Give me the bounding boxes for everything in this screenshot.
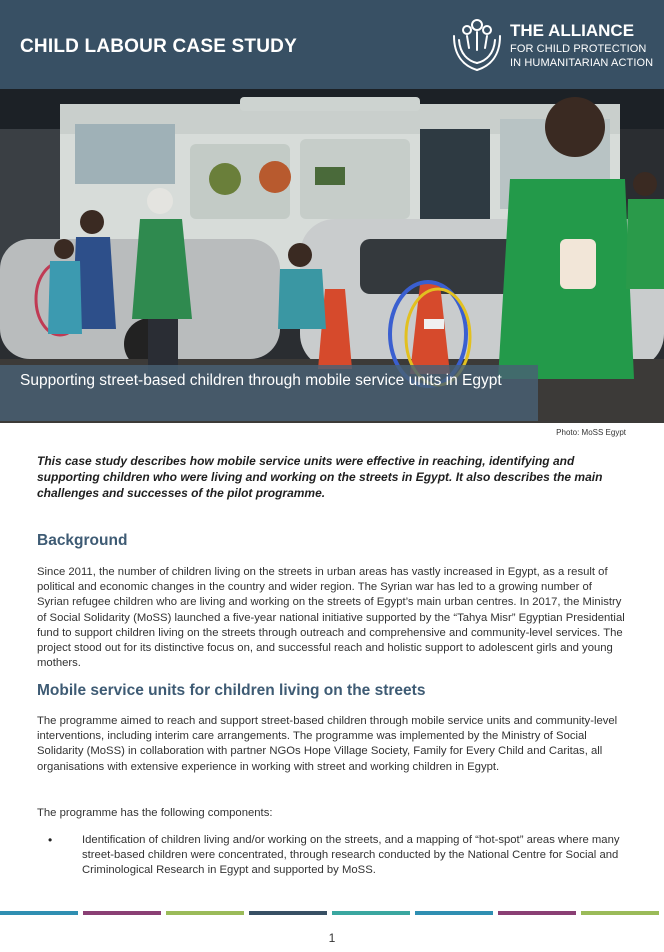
- footer-stripe: [332, 911, 410, 915]
- footer-stripe: [166, 911, 244, 915]
- components-intro: The programme has the following components:: [37, 807, 273, 819]
- photo-credit: Photo: MoSS Egypt: [556, 428, 626, 437]
- footer-stripe: [83, 911, 161, 915]
- hero-caption: Supporting street-based children through mobile service units in Egypt: [0, 365, 538, 421]
- mobile-units-paragraph: The programme aimed to reach and support street-based children through mobile service units and community-level interventions, including interim care arrangements. The programme was implemented by the Ministry of Social Solidarity (MoSS) in collaboration with partner NGOs Hope Village Society, Family for Every Child and Caritas, all organisations with extensive experience in working with street and working children in Egypt.: [37, 715, 618, 773]
- footer-stripe: [581, 911, 659, 915]
- bullet-icon: •: [48, 833, 53, 847]
- page-number: 1: [328, 931, 336, 945]
- footer-stripe: [0, 911, 78, 915]
- footer-stripe: [498, 911, 576, 915]
- background-paragraph: Since 2011, the number of children living on the streets in urban areas has vastly increased in Egypt, as a result of political and economic changes in the country and wider region. The Syrian war has led to a growing number of Syrian refugee children who are living and working on the streets of Egypt’s main urban centres. In 2017, the Ministry of Social Solidarity (MoSS) launched a five-year national initiative supported by the “Tahya Misr” Egyptian Presidential fund to support children living on the streets through outreach and comprehensive and community-level services. The project stood out for its distinctive focus on, and successful reach and holistic support to adolescent girls and young mothers.: [37, 566, 625, 670]
- organisation-tagline-2: IN HUMANITARIAN ACTION: [510, 57, 654, 69]
- document-type-title: CHILD LABOUR CASE STUDY: [20, 36, 297, 57]
- list-item: Identification of children living and/or working on the streets, and a mapping of “hot-spot” areas where many street-based children were concentrated, through research conducted by the National Centre for Social and Criminological Research in Egypt and supported by MoSS.: [82, 834, 620, 877]
- hands-holding-people-icon: [450, 16, 504, 76]
- footer-stripe: [415, 911, 493, 915]
- organisation-tagline-1: FOR CHILD PROTECTION: [510, 43, 647, 55]
- intro-summary: This case study describes how mobile service units were effective in reaching, identifying and supporting children who were living and working on the streets in Egypt. It also describes the main challenges and successes of the pilot programme.: [37, 454, 603, 500]
- background-heading: Background: [37, 532, 128, 549]
- page-header: [0, 0, 664, 89]
- hero-photo: [0, 89, 664, 423]
- footer-stripes: [0, 911, 664, 915]
- organisation-name: THE ALLIANCE: [510, 21, 635, 40]
- mobile-units-heading: Mobile service units for children living on the streets: [37, 682, 426, 699]
- footer-stripe: [249, 911, 327, 915]
